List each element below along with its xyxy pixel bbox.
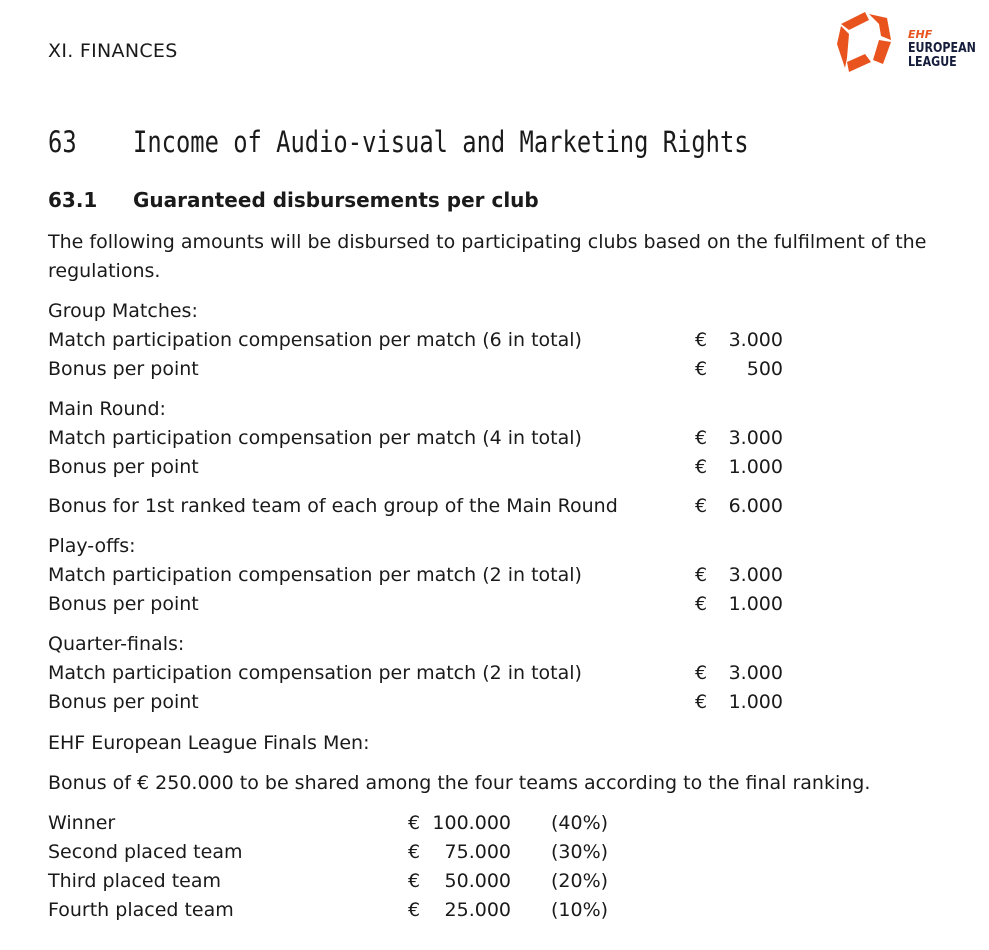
- intro-paragraph: The following amounts will be disbursed to participating clubs based on the fulfilment of the regulations.: [48, 231, 927, 282]
- logo-ehf: EHF: [908, 28, 933, 41]
- main-round-row-amount: 1.000: [728, 456, 783, 478]
- play-offs-row-amount: 1.000: [728, 593, 783, 615]
- quarter-finals-row-amount: 1.000: [728, 691, 783, 713]
- main-round-row-amount: 3.000: [728, 427, 783, 449]
- currency-symbol: €: [695, 329, 708, 351]
- main-round-title: Main Round:: [48, 398, 166, 420]
- currency-symbol: €: [408, 841, 421, 863]
- currency-symbol: €: [695, 691, 708, 713]
- quarter-finals-row-amount: 3.000: [728, 662, 783, 684]
- finals-row-percent: (10%): [551, 899, 609, 921]
- group-row-amount: 3.000: [728, 329, 783, 351]
- logo-european: EUROPEAN: [908, 41, 976, 56]
- play-offs-row-amount: 3.000: [728, 564, 783, 586]
- main-round-row-label: Bonus per point: [48, 456, 199, 478]
- group-row-amount: 500: [746, 358, 783, 380]
- ehf-european-league-logo: [835, 10, 975, 80]
- currency-symbol: €: [695, 358, 708, 380]
- currency-symbol: €: [408, 812, 421, 834]
- heading-title: Income of Audio-visual and Marketing Rights: [133, 125, 749, 159]
- finals-bonus-text: Bonus of € 250.000 to be shared among the four teams according to the final ranking.: [48, 772, 871, 794]
- finals-row-percent: (40%): [551, 812, 609, 834]
- quarter-finals-title: Quarter-finals:: [48, 633, 185, 655]
- currency-symbol: €: [695, 662, 708, 684]
- subheading-number: 63.1: [48, 188, 98, 212]
- finals-row-percent: (30%): [551, 841, 609, 863]
- main-round-row-label: Match participation compensation per match (4 in total): [48, 427, 582, 449]
- finals-row-label: Winner: [48, 812, 116, 834]
- currency-symbol: €: [695, 427, 708, 449]
- play-offs-row-label: Bonus per point: [48, 593, 199, 615]
- finals-row-amount: 50.000: [444, 870, 511, 892]
- first-ranked-bonus-label: Bonus for 1st ranked team of each group of the Main Round: [48, 495, 618, 517]
- group-matches-title: Group Matches:: [48, 300, 198, 322]
- finals-row-percent: (20%): [551, 870, 609, 892]
- play-offs-title: Play-offs:: [48, 535, 136, 557]
- currency-symbol: €: [695, 564, 708, 586]
- currency-symbol: €: [695, 593, 708, 615]
- finals-row-label: Fourth placed team: [48, 899, 234, 921]
- finals-title: EHF European League Finals Men:: [48, 732, 370, 754]
- finals-row-label: Third placed team: [48, 870, 222, 892]
- currency-symbol: €: [695, 495, 708, 517]
- section-label: XI. FINANCES: [48, 40, 178, 62]
- logo-league: LEAGUE: [908, 55, 957, 70]
- finals-row-amount: 100.000: [432, 812, 511, 834]
- heading-number: 63: [48, 125, 77, 159]
- finals-row-amount: 75.000: [444, 841, 511, 863]
- quarter-finals-row-label: Bonus per point: [48, 691, 199, 713]
- play-offs-row-label: Match participation compensation per match (2 in total): [48, 564, 582, 586]
- first-ranked-bonus-amount: 6.000: [728, 495, 783, 517]
- quarter-finals-row-label: Match participation compensation per match (2 in total): [48, 662, 582, 684]
- finals-row-amount: 25.000: [444, 899, 511, 921]
- finals-row-label: Second placed team: [48, 841, 243, 863]
- currency-symbol: €: [408, 870, 421, 892]
- pentagon-star-logo-icon: [835, 10, 897, 76]
- currency-symbol: €: [695, 456, 708, 478]
- currency-symbol: €: [408, 899, 421, 921]
- group-row-label: Bonus per point: [48, 358, 199, 380]
- group-row-label: Match participation compensation per match (6 in total): [48, 329, 582, 351]
- subheading-title: Guaranteed disbursements per club: [133, 188, 539, 212]
